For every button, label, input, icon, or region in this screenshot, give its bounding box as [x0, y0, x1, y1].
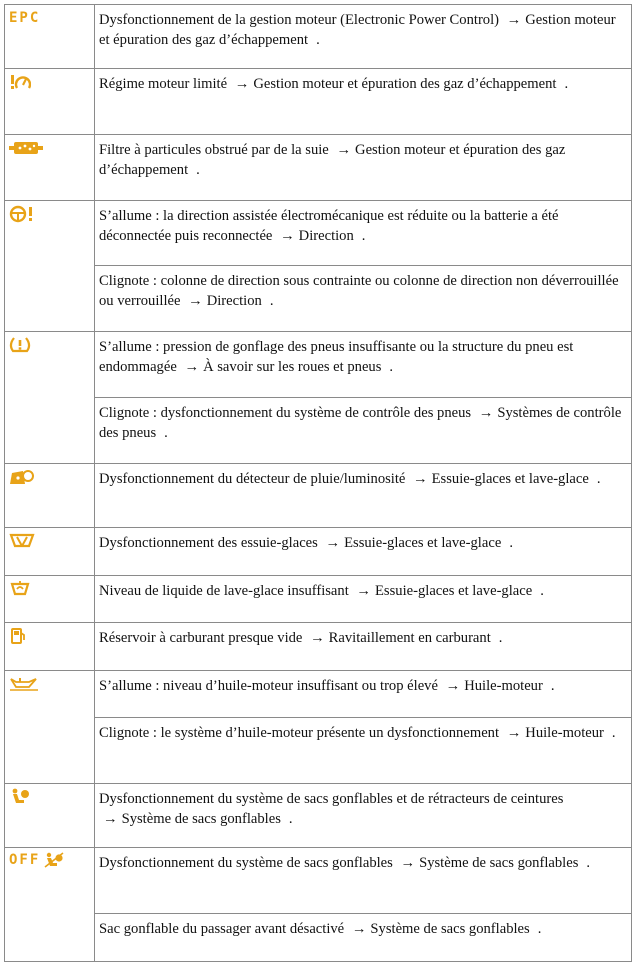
period: . — [611, 725, 616, 741]
description: Dysfonctionnement du détecteur de pluie/luminosité — [99, 471, 406, 487]
cross-reference-link[interactable]: Systèmes de contrôle des pneus — [99, 405, 622, 441]
period: . — [498, 630, 503, 646]
table-row — [5, 848, 632, 914]
period: . — [196, 162, 200, 178]
row-text — [95, 332, 632, 398]
period: . — [537, 921, 542, 937]
row-text — [95, 69, 632, 135]
row-text — [95, 576, 632, 623]
arrow-icon: → — [478, 405, 494, 421]
arrow-icon: → — [506, 12, 522, 28]
airbag-icon — [9, 788, 94, 806]
table-row — [5, 332, 632, 398]
washer-fluid-icon — [9, 580, 94, 598]
rain-light-sensor-icon — [9, 468, 94, 486]
arrow-icon: → — [325, 535, 341, 551]
table-row — [5, 718, 632, 784]
cross-reference-link[interactable]: Essuie-glaces et lave-glace — [431, 471, 589, 487]
airbag-off-icon — [9, 852, 94, 868]
arrow-icon: → — [351, 921, 367, 937]
description: Régime moteur limité — [99, 76, 228, 92]
description: Dysfonctionnement du système de sacs gonflables et de rétracteurs de ceintures — [99, 791, 564, 807]
row-text — [95, 528, 632, 576]
engine-speed-limited-icon — [9, 73, 94, 91]
period: . — [540, 583, 544, 599]
description: Dysfonctionnement du système de sacs gonflables — [99, 855, 393, 871]
period: . — [288, 811, 293, 827]
table-row — [5, 623, 632, 671]
arrow-icon: → — [445, 678, 461, 694]
description: Sac gonflable du passager avant désactivé — [99, 921, 345, 937]
row-text — [95, 5, 632, 69]
warning-lights-table — [4, 4, 632, 962]
table-row — [5, 528, 632, 576]
description: Dysfonctionnement des essuie-glaces — [99, 535, 318, 551]
row-text — [95, 266, 632, 332]
row-text — [95, 135, 632, 201]
table-row — [5, 576, 632, 623]
row-text — [95, 398, 632, 464]
description: S’allume : pression de gonflage des pneus insuffisante ou la structure du pneu est endommagée — [99, 339, 574, 375]
arrow-icon: → — [413, 471, 428, 487]
arrow-icon: → — [310, 630, 325, 646]
arrow-icon: → — [506, 725, 522, 741]
description: Filtre à particules obstrué par de la suie — [99, 142, 329, 158]
arrow-icon: → — [280, 228, 295, 244]
table-row — [5, 784, 632, 848]
cross-reference-link[interactable]: Essuie-glaces et lave-glace — [375, 583, 533, 599]
period: . — [389, 359, 394, 375]
particulate-filter-icon — [9, 139, 94, 157]
arrow-icon: → — [184, 359, 200, 375]
period: . — [164, 425, 168, 441]
cross-reference-link[interactable]: Système de sacs gonflables — [419, 855, 579, 871]
off-text: OFF — [9, 852, 41, 868]
cross-reference-link[interactable]: Système de sacs gonflables — [370, 921, 530, 937]
period: . — [596, 471, 601, 487]
wiper-icon — [9, 532, 94, 548]
cross-reference-link[interactable]: Ravitaillement en carburant — [328, 630, 491, 646]
table-row — [5, 914, 632, 962]
row-text — [95, 784, 632, 848]
epc-text-icon: EPC — [9, 10, 41, 26]
arrow-icon: → — [188, 293, 203, 309]
description: Réservoir à carburant presque vide — [99, 630, 303, 646]
description: Clignote : colonne de direction sous contrainte ou colonne de direction non déverrouillée ou verrouillée — [99, 273, 619, 309]
cross-reference-link[interactable]: Essuie-glaces et lave-glace — [344, 535, 502, 551]
table-row — [5, 398, 632, 464]
period: . — [509, 535, 513, 551]
description: Niveau de liquide de lave-glace insuffisant — [99, 583, 349, 599]
table-row — [5, 135, 632, 201]
tire-pressure-icon — [9, 336, 94, 354]
cross-reference-link[interactable]: Direction — [206, 293, 262, 309]
cross-reference-link[interactable]: Gestion moteur et épuration des gaz d’échappement — [253, 76, 557, 92]
row-text — [95, 464, 632, 528]
period: . — [586, 855, 591, 871]
row-text — [95, 718, 632, 784]
period: . — [550, 678, 555, 694]
table-row — [5, 266, 632, 332]
cross-reference-link[interactable]: Huile-moteur — [525, 725, 604, 741]
table-row — [5, 464, 632, 528]
arrow-icon: → — [103, 811, 118, 827]
arrow-icon: → — [336, 142, 352, 158]
cross-reference-link[interactable]: À savoir sur les roues et pneus — [203, 359, 382, 375]
arrow-icon: → — [356, 583, 372, 599]
arrow-icon: → — [400, 855, 416, 871]
cross-reference-link[interactable]: Gestion moteur et épuration des gaz d’échappement — [99, 12, 616, 48]
fuel-pump-icon — [9, 627, 94, 645]
description: Clignote : dysfonctionnement du système de contrôle des pneus — [99, 405, 472, 421]
period: . — [269, 293, 274, 309]
period: . — [361, 228, 366, 244]
row-text — [95, 201, 632, 266]
table-row — [5, 5, 632, 69]
description: Dysfonctionnement de la gestion moteur (Electronic Power Control) — [99, 12, 500, 28]
row-text — [95, 623, 632, 671]
steering-wheel-icon — [9, 205, 94, 223]
row-text — [95, 914, 632, 962]
description: Clignote : le système d’huile-moteur présente un dysfonctionnement — [99, 725, 500, 741]
row-text — [95, 848, 632, 914]
table-row — [5, 201, 632, 266]
description: S’allume : la direction assistée électromécanique est réduite ou la batterie a été déconnectée puis reconnectée — [99, 208, 559, 244]
period: . — [316, 32, 320, 48]
cross-reference-link[interactable]: Gestion moteur et épuration des gaz d’échappement — [99, 142, 566, 178]
table-row — [5, 69, 632, 135]
oil-can-icon — [9, 675, 94, 691]
cross-reference-link[interactable]: Huile-moteur — [464, 678, 543, 694]
row-text — [95, 671, 632, 718]
arrow-icon: → — [234, 76, 250, 92]
table-row — [5, 671, 632, 718]
period: . — [564, 76, 569, 92]
description: S’allume : niveau d’huile-moteur insuffisant ou trop élevé — [99, 678, 438, 694]
cross-reference-link[interactable]: Système de sacs gonflables — [121, 811, 281, 827]
cross-reference-link[interactable]: Direction — [298, 228, 354, 244]
